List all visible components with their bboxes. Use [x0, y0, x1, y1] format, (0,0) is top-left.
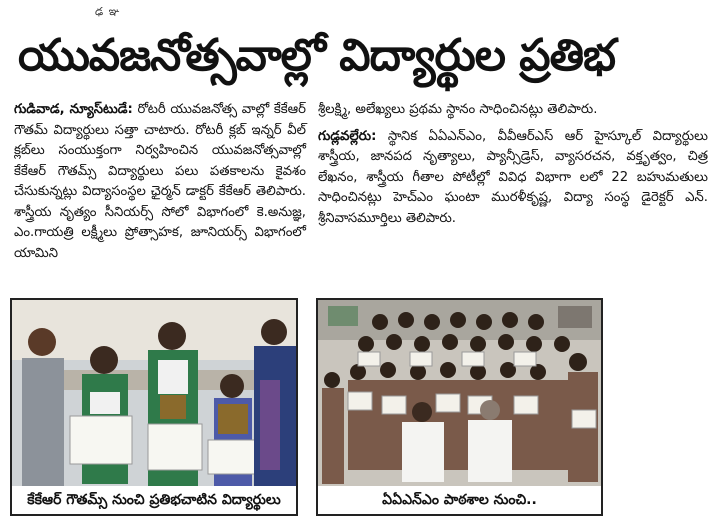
article-paragraph [318, 127, 708, 230]
article-column-right [318, 100, 708, 229]
article-body: స్థానిక ఏఏఎన్ఎం, వీవీఆర్ఎస్ ఆర్ హైస్కూల్ విద్యార్థులు శాస్త్రీయ, జానపద నృత్యాలు, ప్యాన్సీడ్రెస్, వ్యాసరచన, వక్తృత్వం, చిత్ర లేఖనం, శాస్త్రీయ గీతాల పోటీల్లో వివిధ విభాగా లలో 22 బహుమతులు సాధించినట్లు హెచ్ఎం ఘంటా మురళీకృష్ణ, విద్యా సంస్థ డైరెక్టర్ ఎన్. శ్రీనివాసమూర్తిలు తెలిపారు. [318, 128, 708, 226]
photo-illustration [12, 300, 296, 514]
article-column-left [14, 100, 306, 264]
dateline: గుడ్లవల్లేరు: [318, 128, 377, 144]
photo-award-students [10, 298, 298, 516]
photo-group-students [316, 298, 603, 516]
photo-illustration [318, 300, 601, 514]
article-continuation: శ్రీలక్ష్మి, అలేఖ్యలు ప్రథమ స్థానం సాధించినట్లు తెలిపారు. [318, 102, 598, 117]
photo-caption: ఏఏఎన్ఎం పాఠశాల నుంచి.. [318, 486, 601, 514]
photo-caption: కేకేఆర్ గౌతమ్స్ నుంచి ప్రతిభచాటిన విద్యార్థులు [12, 486, 296, 514]
article-body: రోటరీ యువజనోత్స వాల్లో కేకేఆర్ గౌతమ్ విద్యార్థులు సత్తా చాటారు. రోటరీ క్లబ్ ఇన్నర్ వీల్ క్లబ్‌లు సంయుక్తంగా నిర్వహించిన యువజనోత్సవాల్లో కేకేఆర్ గౌతమ్స్ విద్యార్థులు పలు పతకాలను కైవశం చేసుకున్నట్లు విద్యాసంస్థల ఛైర్మన్ డాక్టర్ కేకేఆర్ తెలిపారు. శాస్త్రీయ నృత్యం సీనియర్స్ సోలో విభాగంలో కె.అనుజ్ఞ, ఎం.గాయత్రి లక్ష్మీలు ప్రోత్సాహక, జూనియర్స్ విభాగంలో యామిని [14, 102, 306, 261]
article-paragraph [14, 100, 306, 264]
headline: యువజనోత్సవాల్లో విద్యార్థుల ప్రతిభ [18, 30, 615, 81]
dateline: గుడివాడ, న్యూస్‌టుడే: [14, 102, 133, 117]
masthead-fragment: ఢ ఞ [95, 5, 121, 18]
